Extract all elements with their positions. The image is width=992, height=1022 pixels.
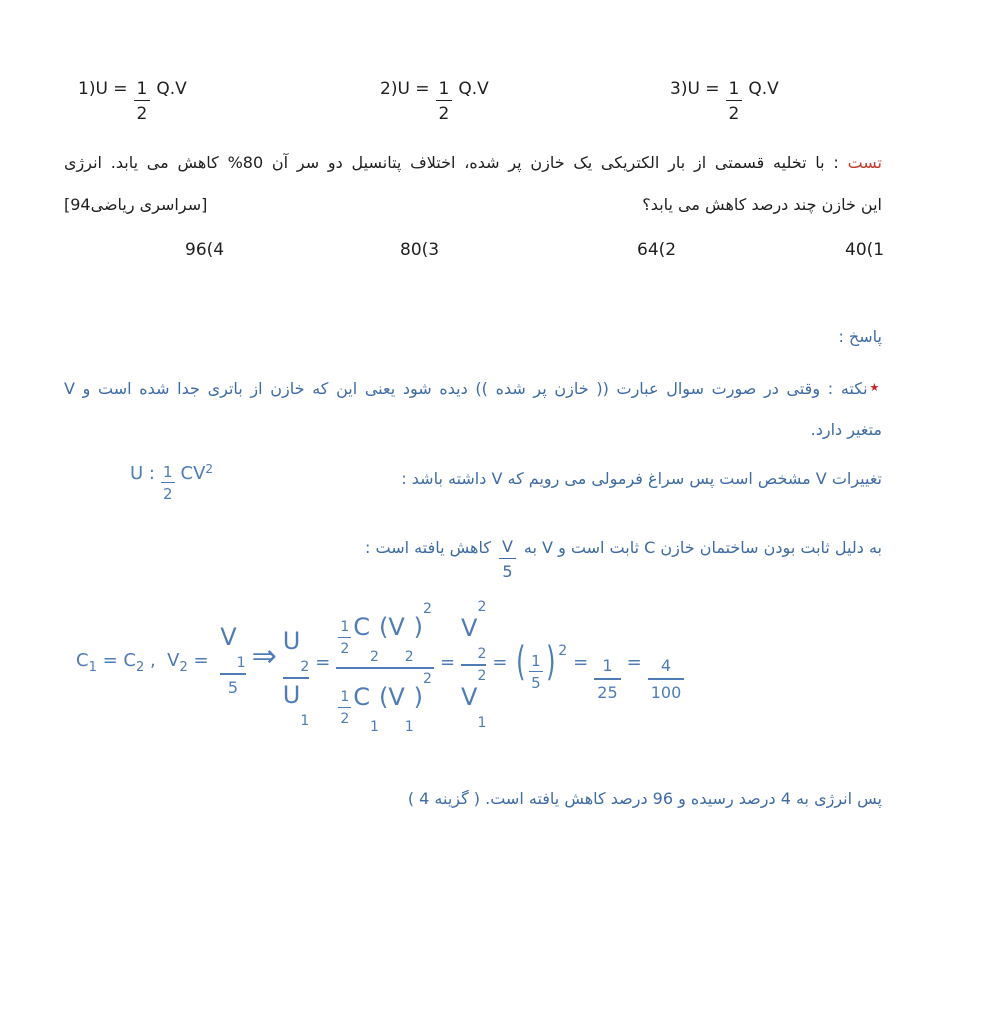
- fraction-one-half: [134, 78, 151, 125]
- note-line-2: متغیر دارد.: [810, 420, 882, 439]
- formula-suffix: Q.V: [156, 79, 187, 99]
- open-paren: (: [516, 639, 526, 685]
- fraction-bar: [220, 673, 245, 675]
- exponent: 2: [477, 668, 487, 684]
- test-label: تست: [847, 153, 882, 172]
- equals-sign: =: [626, 652, 642, 673]
- fraction-denominator: 5: [502, 562, 513, 581]
- question-text-continued: این خازن چند درصد کاهش می یابد؟: [642, 195, 882, 214]
- fraction-u2-over-u1: U 2 U 1: [282, 627, 310, 729]
- equals-sign: =: [439, 652, 456, 673]
- note-line-1: [64, 376, 882, 404]
- c-line-left-text: کاهش یافته است :: [365, 538, 491, 557]
- fraction-1-over-25: 1 25: [594, 656, 620, 702]
- fraction-denominator: 2: [728, 104, 740, 124]
- option-1: 40(1: [845, 240, 885, 260]
- formula-prefix: 2)U =: [380, 79, 430, 99]
- fraction-numerator: V: [499, 536, 516, 559]
- fraction-4-over-100: 4 100: [648, 656, 685, 702]
- exponent: 2: [477, 599, 487, 615]
- fraction-denominator: 2: [136, 104, 148, 124]
- fraction-bar: [648, 678, 685, 680]
- note-text: نکته : وقتی در صورت سوال عبارت (( خازن پر شده )) دیده شود یعنی این که خازن از باتری جدا شده است و V: [64, 379, 868, 398]
- numerator-half-c2-v2-squared: 1 2 C 2 ( V 2 ) 2: [340, 601, 432, 665]
- fraction-one-half: [161, 463, 175, 504]
- fraction-one-half: [726, 78, 743, 125]
- fraction-numerator: 1: [134, 78, 151, 101]
- conclusion-line: پس انرژی به 4 درصد رسیده و 96 درصد کاهش یافته است. ( گزینه 4 ): [407, 789, 882, 808]
- formula-prefix: 1)U =: [78, 79, 128, 99]
- close-paren: ): [545, 639, 556, 685]
- question-block: [64, 150, 882, 218]
- option-2: 64(2: [637, 240, 677, 260]
- fraction-denominator: 2: [438, 104, 450, 124]
- solution-equation: [76, 598, 684, 734]
- fraction-numerator: 1: [436, 78, 453, 101]
- fraction-v2sq-over-v1sq: 2 V 2 2 V 1: [461, 599, 487, 731]
- exponent: 2: [558, 643, 568, 659]
- fraction-denominator: 2: [162, 485, 173, 503]
- denominator-half-c1-v1-squared: 1 2 C 1 ( V 1 ) 2: [340, 671, 432, 735]
- equation-lead: $C_1 = C_2$ , $V_2$ =: [76, 650, 215, 675]
- equals-sign: =: [492, 652, 508, 673]
- fraction-bar: [336, 667, 434, 669]
- question-line-1: [64, 150, 882, 176]
- c-line-right-text: به دلیل ثابت بودن ساختمان خازن C ثابت است و V به: [523, 538, 882, 557]
- fraction-numerator: 1: [726, 78, 743, 101]
- v-variation-line: تغییرات V مشخص است پس سراغ فرمولی می رویم که V داشته باشد :: [401, 469, 882, 488]
- fraction-half-cv-squared-ratio: [336, 602, 434, 734]
- option-4: 96(4: [185, 240, 225, 260]
- formula-prefix: 3)U =: [670, 79, 720, 99]
- formula-suffix: Q.V: [748, 79, 779, 99]
- question-line-2: [64, 192, 882, 218]
- exponent: 2: [423, 671, 432, 687]
- exam-source: [سراسری ریاضی94]: [64, 195, 208, 214]
- star-icon: ★: [869, 381, 882, 394]
- answer-label: پاسخ :: [838, 327, 882, 346]
- energy-formula: [130, 463, 213, 504]
- fraction-numerator: 1: [162, 463, 173, 481]
- implies-arrow-icon: ⇒: [251, 639, 277, 674]
- constant-c-line: [64, 536, 882, 583]
- option-3: 80(3: [400, 240, 440, 260]
- exponent: 2: [423, 601, 432, 617]
- header-formula-2: [380, 78, 489, 125]
- fraction-bar: [283, 677, 310, 679]
- equals-sign: =: [573, 652, 589, 673]
- energy-cv: $CV^2$: [180, 462, 214, 484]
- fraction-bar: [461, 664, 486, 666]
- exponent: 2: [205, 462, 214, 476]
- one-fifth-squared: ( 1 5 ) 2: [516, 639, 568, 692]
- fraction-bar: [594, 678, 620, 680]
- question-text: : با تخلیه قسمتی از بار الکتریکی یک خازن پر شده، اختلاف پتانسیل دو سر آن 80% کاهش می یابد. انرژی: [64, 153, 848, 172]
- fraction-v1-over-5: V 1 5: [220, 623, 246, 697]
- fraction-one-half: [436, 78, 453, 125]
- header-formula-1: [78, 78, 187, 125]
- equals-sign: =: [315, 652, 331, 673]
- fraction-v-over-5: [499, 536, 516, 583]
- energy-u: U :: [130, 463, 155, 484]
- formula-suffix: Q.V: [458, 79, 489, 99]
- header-formula-3: [670, 78, 779, 125]
